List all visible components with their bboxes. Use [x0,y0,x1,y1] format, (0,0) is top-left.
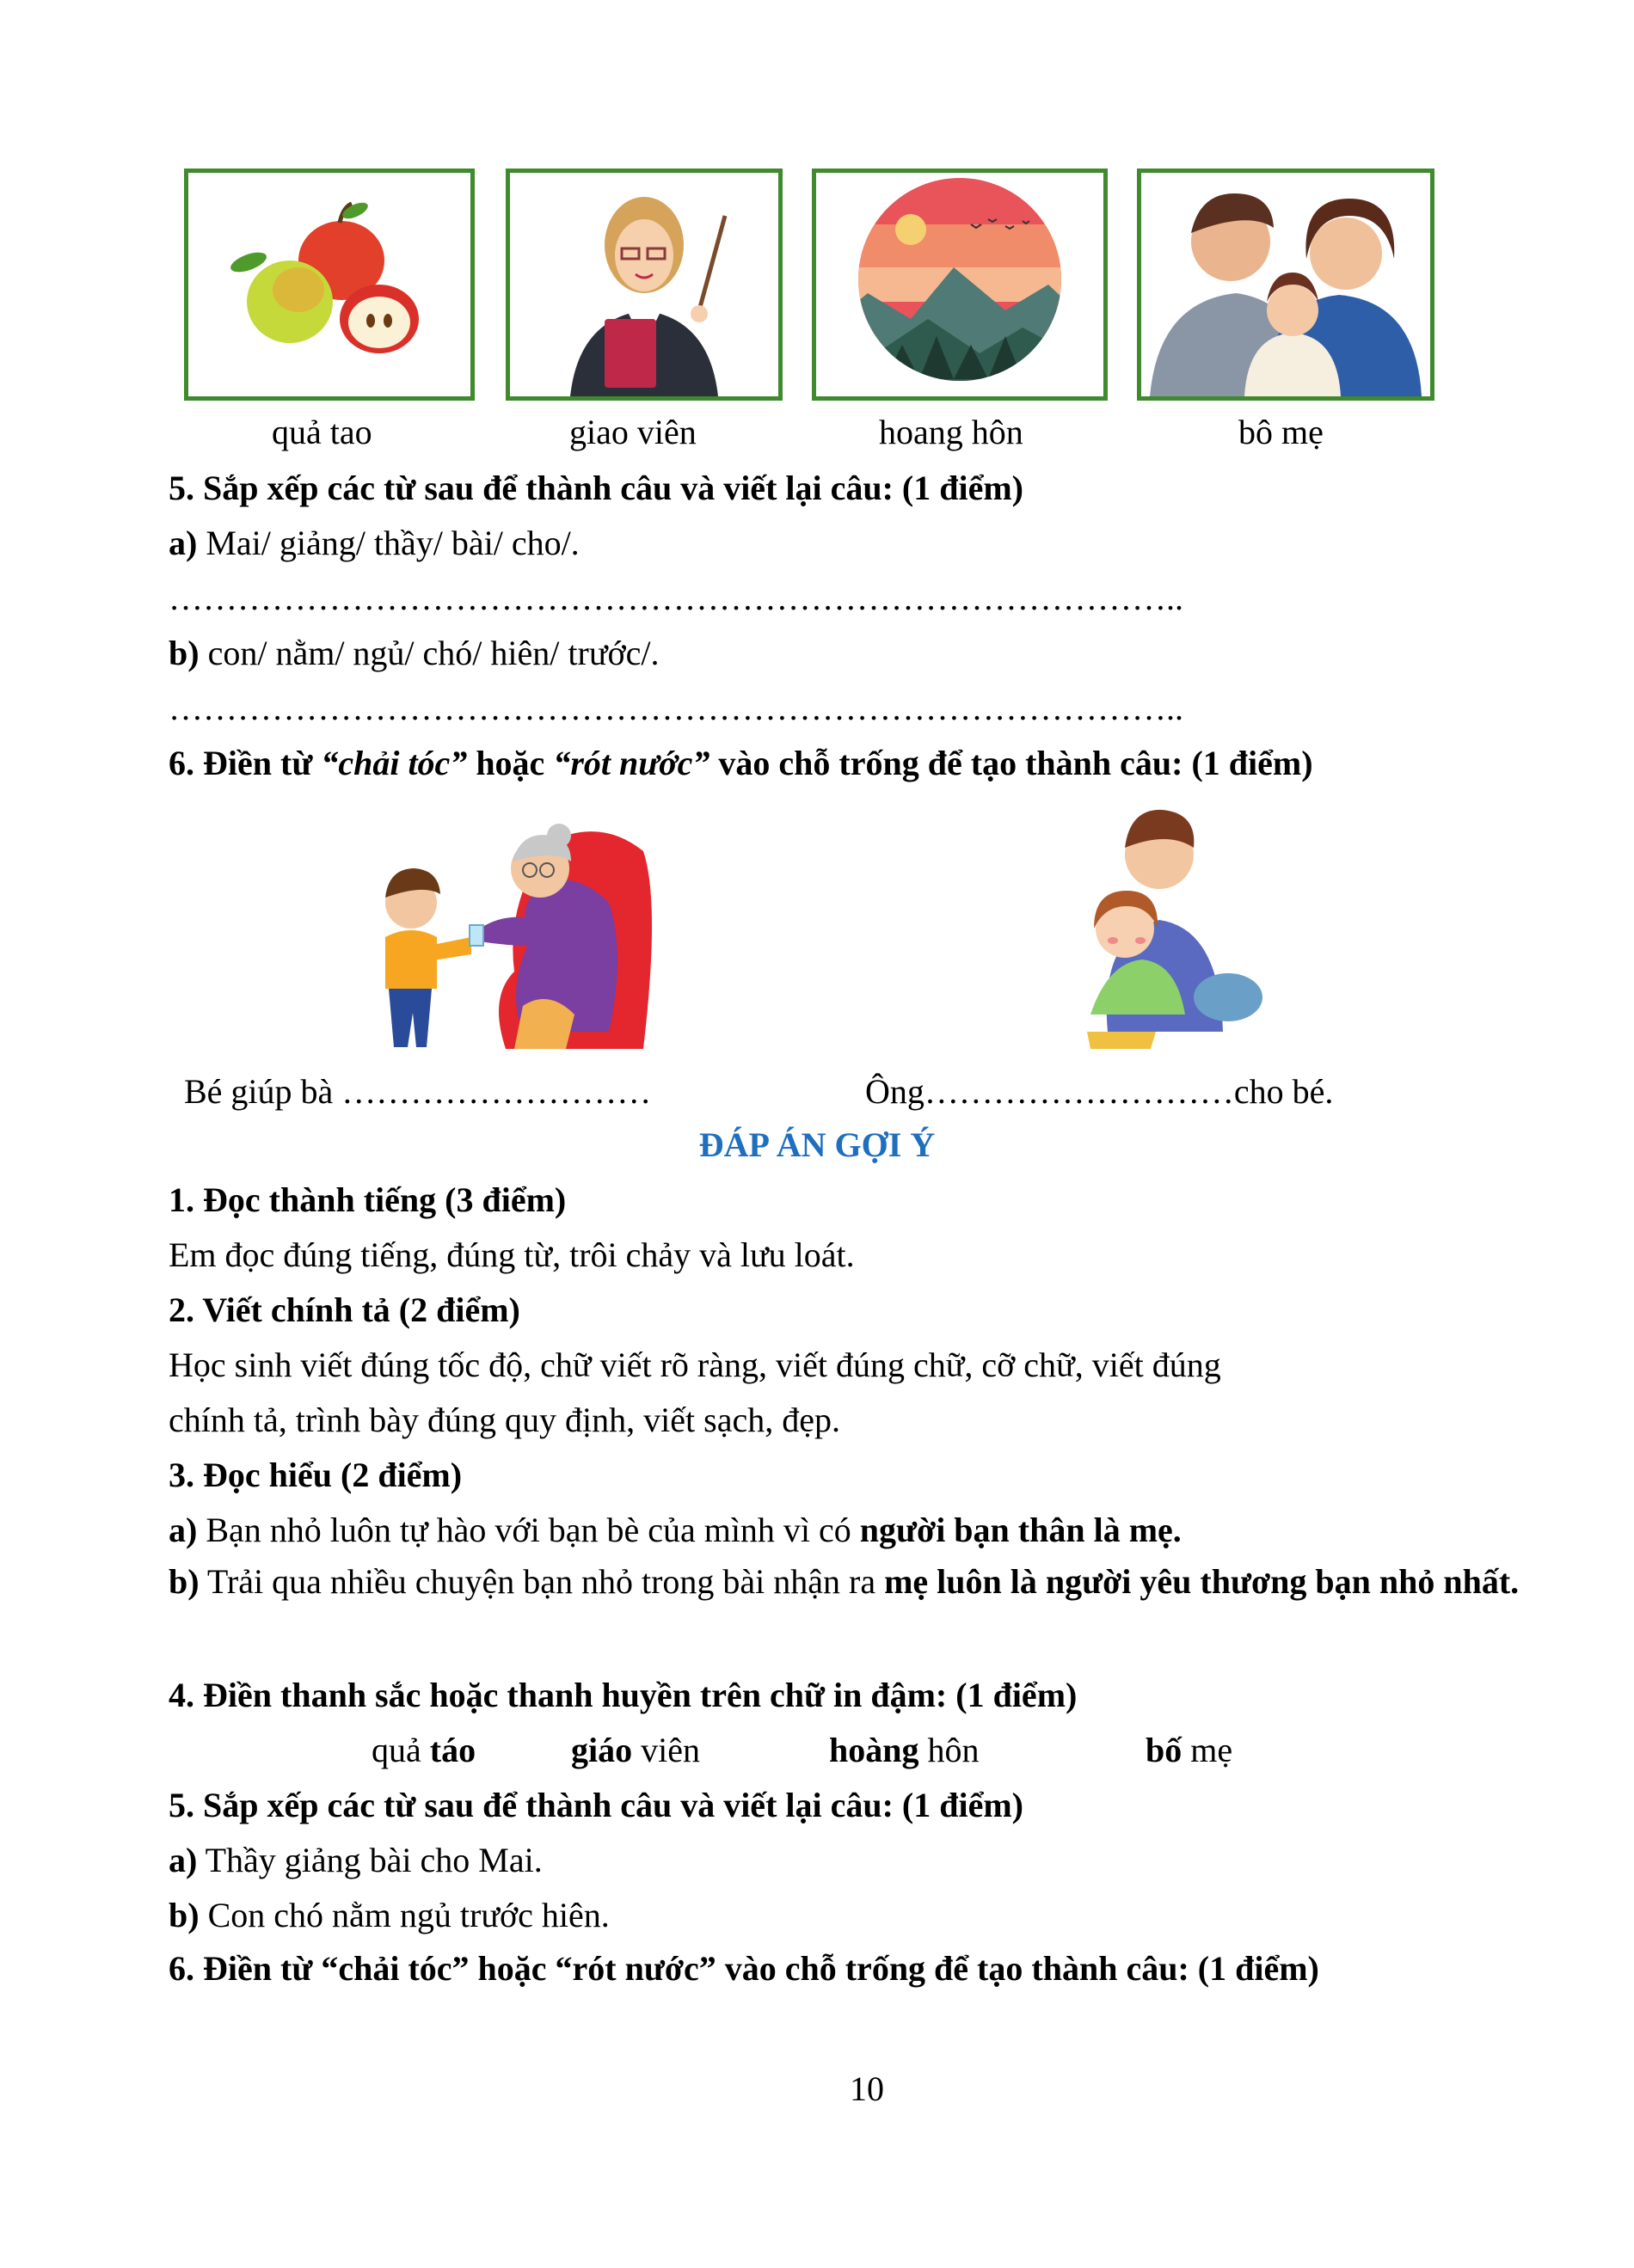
teacher-image-frame [506,169,783,401]
q5-a [169,518,580,569]
q6-sentence-left: Bé giúp bà ……………………… [184,1072,652,1111]
s1-text: Em đọc đúng tiếng, đúng từ, trôi chảy và lưu loát. [169,1235,855,1274]
s3-a-bold: người bạn thân là mẹ. [859,1511,1182,1549]
s3-b-bold: mẹ luôn là người yêu thương bạn nhỏ nhất. [884,1562,1520,1601]
s4-word-4-bold: bố [1146,1731,1182,1769]
apples-image [188,173,470,396]
s5-b-text: Con chó nằm ngủ trước hiên. [199,1896,610,1934]
s3-a-text: Bạn nhỏ luôn tự hào với bạn bè của mình vì có [197,1511,860,1549]
q5-b-text: con/ nằm/ ngủ/ chó/ hiên/ trước/. [199,634,660,672]
s3-b [169,1554,1529,1609]
s3-title: 3. Đọc hiểu (2 điểm) [169,1456,463,1494]
s5-title: 5. Sắp xếp các từ sau để thành câu và viết lại câu: (1 điểm) [169,1786,1024,1824]
q5-a-label: a) [169,524,198,562]
q6-title-part5: vào chỗ trống để tạo thành câu: (1 điểm) [710,744,1313,782]
s5-a [169,1835,543,1886]
s3-b-label: b) [169,1562,200,1601]
s4-word-1 [372,1725,476,1776]
q6-title-part3: hoặc [467,744,554,782]
s6-title: 6. Điền từ “chải tóc” hoặc “rót nước” vào chỗ trống để tạo thành câu: (1 điểm) [169,1949,1319,1988]
father-hair-illustration [1056,800,1262,1057]
answers-heading: ĐÁP ÁN GỢI Ý [698,1125,936,1164]
s4-word-1-bold: táo [429,1731,476,1769]
s4-word-2-bold: giáo [571,1731,633,1769]
s2-text-2: chính tả, trình bày đúng quy định, viết sạch, đẹp. [169,1401,840,1439]
caption-sunset: hoang hôn [879,413,1023,451]
q5-a-text: Mai/ giảng/ thầy/ bài/ cho/. [197,524,580,562]
s4-word-4 [1146,1725,1232,1776]
s4-word-3-bold: hoàng [829,1731,919,1769]
family-image-frame [1137,169,1434,401]
s4-word-3 [829,1725,980,1776]
q6-title-chai-toc: “chải tóc” [321,744,468,782]
q5-b-label: b) [169,634,200,672]
q5-b-dots: …………………………………………………………………………….. [169,689,1183,727]
family-image [1141,173,1430,396]
q6-sentence-right: Ông………………………cho bé. [865,1072,1334,1111]
grandma-water-illustration [334,817,678,1049]
s5-a-label: a) [169,1841,198,1879]
q5-b [169,628,660,679]
sunset-image [816,173,1103,396]
s5-b-label: b) [169,1896,200,1934]
s4-word-2-after: viên [632,1731,700,1769]
page-number: 10 [850,2069,884,2108]
s5-a-text: Thầy giảng bài cho Mai. [197,1841,543,1879]
s3-a-label: a) [169,1511,198,1549]
s5-b [169,1890,610,1941]
teacher-image [510,173,778,396]
q6-title-rot-nuoc: “rót nước” [553,744,710,782]
caption-apples: quả tao [272,413,372,451]
sunset-image-frame [812,169,1108,401]
s3-a [169,1505,1182,1556]
q5-title: 5. Sắp xếp các từ sau để thành câu và viết lại câu: (1 điểm) [169,469,1024,507]
s4-word-2 [571,1725,700,1776]
s1-title: 1. Đọc thành tiếng (3 điểm) [169,1180,567,1219]
s4-word-4-after: mẹ [1182,1731,1233,1769]
caption-family: bô mẹ [1238,413,1324,451]
q6-title [169,738,1313,789]
s4-title: 4. Điền thanh sắc hoặc thanh huyền trên chữ in đậm: (1 điểm) [169,1676,1078,1714]
apples-image-frame [184,169,475,401]
q5-a-dots: …………………………………………………………………………….. [169,579,1183,617]
q6-title-part1: 6. Điền từ [169,744,322,782]
s2-text-1: Học sinh viết đúng tốc độ, chữ viết rõ ràng, viết đúng chữ, cỡ chữ, viết đúng [169,1345,1221,1384]
s4-word-1-before: quả [372,1731,430,1769]
s3-b-text: Trải qua nhiều chuyện bạn nhỏ trong bài nhận ra [199,1562,885,1601]
s2-title: 2. Viết chính tả (2 điểm) [169,1290,520,1329]
s4-word-3-after: hôn [918,1731,980,1769]
caption-teacher: giao viên [569,413,697,451]
